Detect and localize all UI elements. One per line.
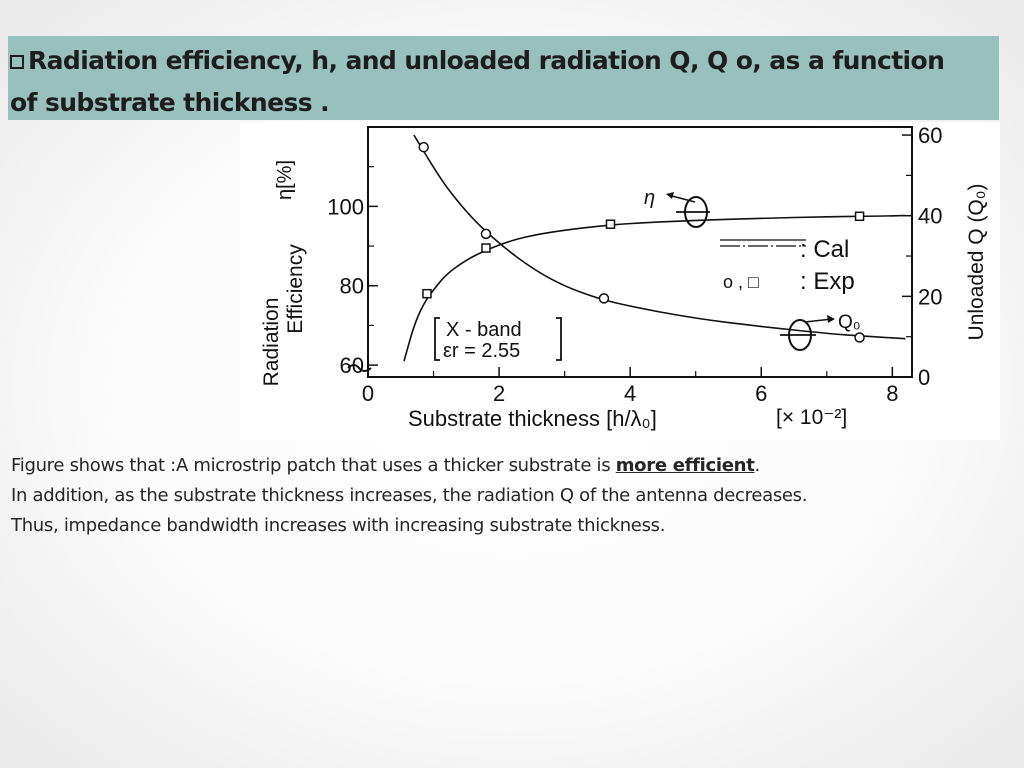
- eta-data-point: [423, 290, 431, 298]
- y-right-label: Unloaded Q (Q₀): [965, 183, 988, 341]
- y-left-label-line-2: Efficiency: [284, 244, 307, 334]
- annotation-band: X - band: [446, 319, 522, 341]
- x-tick-label: 0: [361, 381, 375, 406]
- eta-data-point: [482, 244, 490, 252]
- x-tick-label: 6: [755, 381, 768, 406]
- y-right-tick-label: 40: [918, 203, 943, 229]
- x-axis-label: Substrate thickness [h/λ₀]: [408, 406, 657, 431]
- eta-data-point: [607, 220, 615, 228]
- q-data-point: [481, 229, 490, 238]
- body-line-2: In addition, as the substrate thickness increases, the radiation Q of the antenna decreases.: [11, 485, 808, 506]
- y-left-label-symbol: η[%]: [274, 159, 296, 201]
- q-data-point: [419, 143, 428, 152]
- y-right-tick-label: 20: [918, 284, 943, 310]
- body-line-1-prefix: Figure shows that :A microstrip patch that uses a thicker substrate is: [11, 455, 616, 476]
- legend: [720, 236, 855, 295]
- x-tick-label: 2: [492, 381, 506, 406]
- y-left-tick-label: 60: [339, 353, 364, 379]
- legend-cal-label: : Cal: [800, 236, 850, 263]
- x-tick-label: 4: [624, 381, 637, 406]
- q-arrow-head-icon: [827, 315, 835, 323]
- eta-data-point: [856, 212, 864, 220]
- eta-series-label: η: [644, 187, 656, 209]
- body-line-3: Thus, impedance bandwidth increases with increasing substrate thickness.: [11, 515, 666, 536]
- slide-title: [10, 40, 995, 124]
- q-data-point: [855, 333, 864, 342]
- chart-figure: [240, 122, 1000, 440]
- y-left-tick-label: 80: [339, 273, 364, 299]
- checkbox-bullet-icon: [10, 55, 24, 69]
- body-emphasis: more efficient: [615, 455, 755, 476]
- annotation-box: [435, 318, 561, 362]
- body-line-1: [11, 451, 1011, 481]
- eta-arrow-head-icon: [666, 192, 674, 199]
- y-left-tick-label: 100: [327, 194, 364, 220]
- q-data-point: [599, 294, 608, 303]
- y-right-tick-label: 0: [918, 365, 931, 390]
- x-tick-label: 8: [886, 381, 899, 406]
- legend-exp-label: : Exp: [800, 268, 855, 295]
- chart-svg: [240, 122, 1000, 440]
- title-line-1: Radiation efficiency, h, and unloaded radiation Q, Q o, as a function: [28, 46, 945, 75]
- q-series-label: Q₀: [838, 312, 861, 333]
- q-series-annotation: [780, 312, 861, 350]
- x-axis-multiplier: [× 10⁻²]: [776, 406, 848, 429]
- body-line-1-suffix: .: [754, 455, 760, 476]
- title-line-2: of substrate thickness .: [10, 88, 330, 117]
- annotation-permittivity: εr = 2.55: [443, 340, 521, 362]
- body-text: [11, 451, 1011, 541]
- y-left-label-line-1: Radiation: [260, 297, 283, 387]
- y-right-tick-label: 60: [918, 123, 943, 149]
- legend-exp-symbols: o , □: [723, 272, 759, 292]
